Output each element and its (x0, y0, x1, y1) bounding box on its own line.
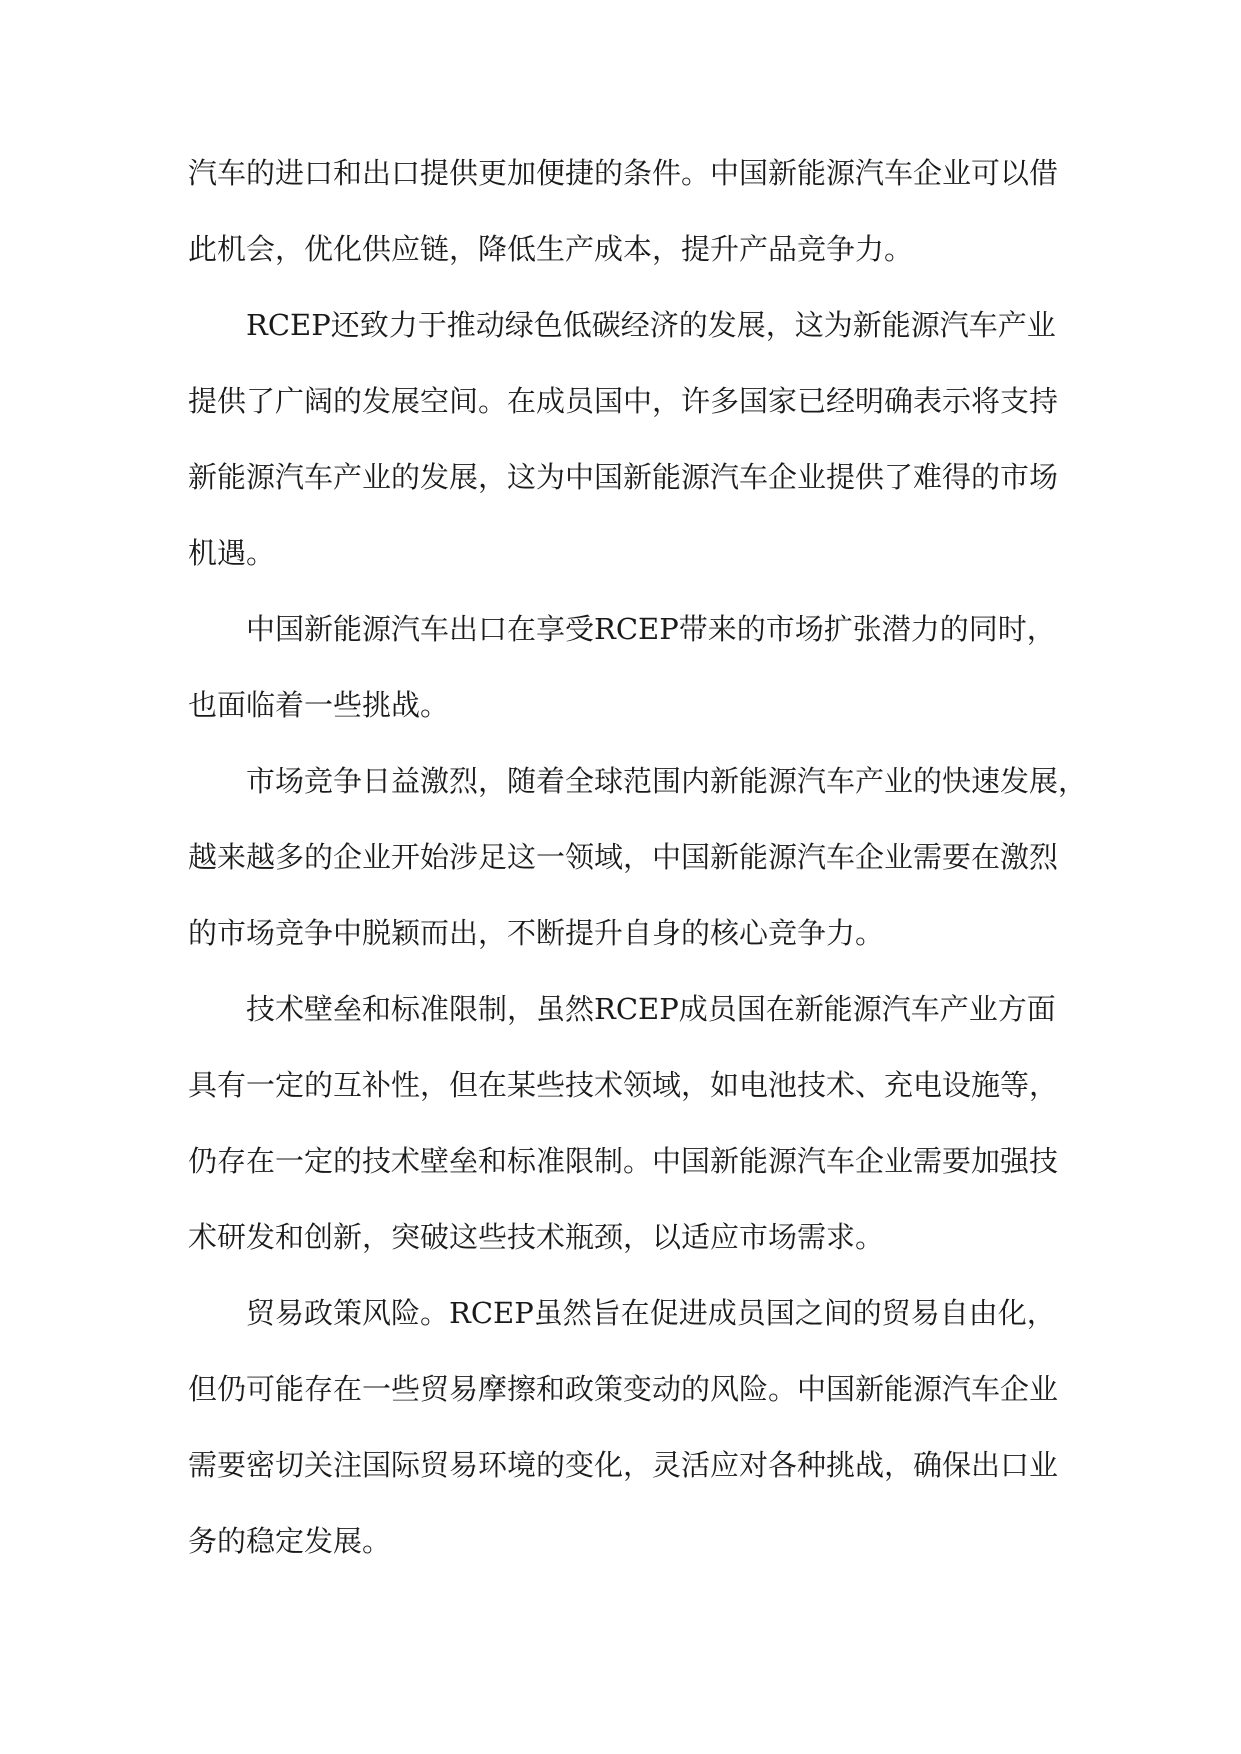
text-line: 越来越多的企业开始涉足这一领域，中国新能源汽车企业需要在激烈 (188, 840, 1059, 874)
text-line: 此机会，优化供应链，降低生产成本，提升产品竞争力。 (188, 232, 914, 266)
text-line: 新能源汽车产业的发展，这为中国新能源汽车企业提供了难得的市场 (188, 460, 1059, 494)
text-line: 市场竞争日益激烈，随着全球范围内新能源汽车产业的快速发展， (246, 764, 1088, 798)
text-line: 中国新能源汽车出口在享受RCEP带来的市场扩张潜力的同时， (246, 612, 1056, 646)
text-line: 术研发和创新，突破这些技术瓶颈，以适应市场需求。 (188, 1220, 885, 1254)
text-line: 贸易政策风险。RCEP虽然旨在促进成员国之间的贸易自由化， (246, 1296, 1056, 1330)
paragraph (188, 302, 1059, 606)
text-line: 技术壁垒和标准限制，虽然RCEP成员国在新能源汽车产业方面 (246, 992, 1056, 1026)
paragraph (188, 606, 1056, 758)
text-line: 提供了广阔的发展空间。在成员国中，许多国家已经明确表示将支持 (188, 384, 1059, 418)
text-line: 也面临着一些挑战。 (188, 688, 450, 722)
paragraph (188, 986, 1059, 1290)
body-text (188, 150, 1088, 1594)
text-line: 需要密切关注国际贸易环境的变化，灵活应对各种挑战，确保出口业 (188, 1448, 1059, 1482)
text-line: 机遇。 (188, 536, 276, 570)
paragraph (188, 758, 1088, 986)
text-line: 的市场竞争中脱颖而出，不断提升自身的核心竞争力。 (188, 916, 885, 950)
text-line: 但仍可能存在一些贸易摩擦和政策变动的风险。中国新能源汽车企业 (188, 1372, 1059, 1406)
paragraph (188, 1290, 1059, 1594)
text-line: 仍存在一定的技术壁垒和标准限制。中国新能源汽车企业需要加强技 (188, 1144, 1059, 1178)
text-line: 汽车的进口和出口提供更加便捷的条件。中国新能源汽车企业可以借 (188, 156, 1059, 190)
text-line: RCEP还致力于推动绿色低碳经济的发展，这为新能源汽车产业 (246, 308, 1056, 342)
text-line: 务的稳定发展。 (188, 1524, 392, 1558)
paragraph (188, 150, 1059, 302)
text-line: 具有一定的互补性，但在某些技术领域，如电池技术、充电设施等， (188, 1068, 1059, 1102)
